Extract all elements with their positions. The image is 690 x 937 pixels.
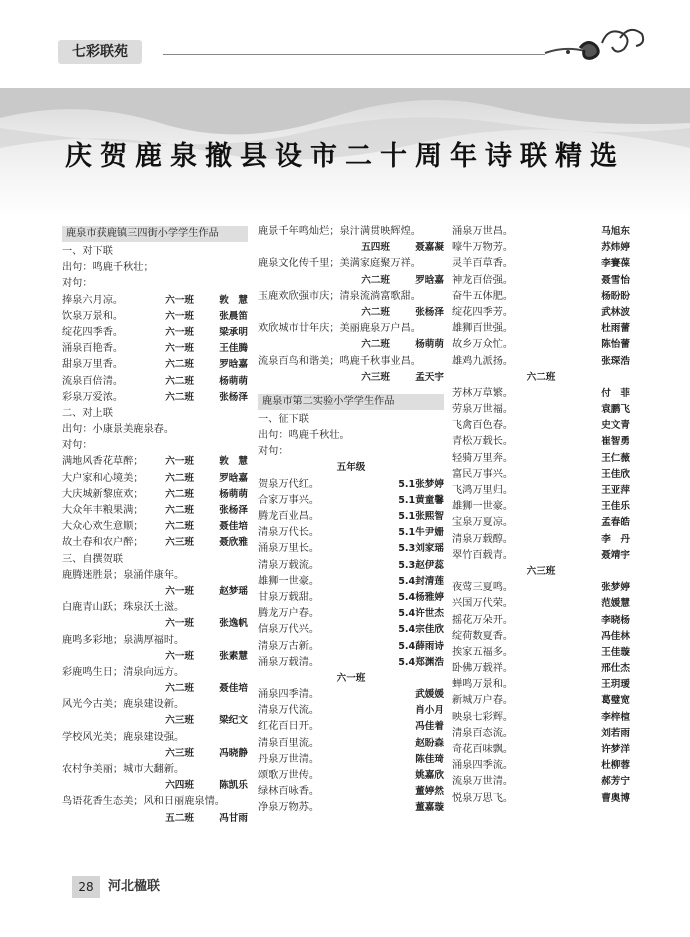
author-name: 5.4宗佳欣: [398, 624, 444, 636]
entry-text: 清泉百里流。: [258, 737, 320, 749]
author-name: 王玥瑷: [601, 679, 630, 691]
author-name: 王佳腾: [219, 343, 248, 355]
signature-line: [258, 273, 444, 289]
couplet-line: 彩鹿鸣生日；清泉向远方。: [62, 666, 185, 678]
author-name: 肖小月: [415, 705, 444, 717]
author-name: 冯佳林: [601, 630, 630, 642]
couplet-line: 流泉百鸟和谐美；鸣鹿千秋事业昌。: [258, 355, 421, 367]
entry-text: 青松万载长。: [452, 436, 514, 448]
couplet-line: 出句：鸣鹿千秋壮。: [258, 430, 350, 442]
author-name: 许梦洋: [601, 744, 630, 755]
entry-text: 蝉鸣万景和。: [452, 679, 514, 691]
entry-text: 雄狮一世豪。: [258, 575, 320, 587]
entry-row: [258, 590, 444, 606]
entry-row: [452, 629, 630, 645]
header-rule: [163, 54, 545, 55]
entry-row: [62, 503, 248, 519]
author-name: 苏炜婷: [601, 242, 630, 254]
class-label: 六二班: [165, 521, 194, 533]
entry-text: 清泉万古新。: [258, 640, 320, 652]
couplet-line: 鹿鸣多彩地；泉满厚福时。: [62, 634, 185, 646]
couplet-line: 一、对下联: [62, 246, 113, 257]
class-label: 六二班: [165, 391, 194, 403]
signature-line: [258, 240, 444, 256]
couplet-line: 鹿腾迷胜景；泉涌伴康年。: [62, 569, 185, 581]
entry-row: [452, 289, 630, 305]
entry-text: 涌泉百艳香。: [62, 343, 124, 355]
entry-text: 翠竹百载青。: [452, 549, 514, 561]
couplet-line: 白鹿青山跃；珠泉沃土滋。: [62, 602, 185, 614]
author-name: 5.1黄童馨: [398, 494, 444, 506]
couplet-line: 玉鹿欢欣强市庆；清泉流淌富歌甜。: [258, 290, 421, 302]
entry-text: 清泉万载醇。: [452, 533, 514, 545]
entry-text: 流泉百倍清。: [62, 375, 124, 387]
author-name: 张杨泽: [219, 391, 248, 403]
magazine-name: 河北楹联: [108, 879, 161, 894]
signature-line: [62, 811, 248, 827]
author-name: 孟春皓: [601, 517, 630, 529]
author-name: 曹奥博: [601, 792, 630, 804]
entry-text: 颂歌万世传。: [258, 770, 320, 781]
signature-line: [62, 584, 248, 600]
entry-row: [62, 309, 248, 325]
entry-row: [452, 693, 630, 709]
entry-text: 奋牛五体肥。: [452, 290, 514, 302]
entry-text: 故土春和农户醉；: [62, 537, 144, 549]
author-name: 冯甘雨: [219, 812, 248, 824]
author-name: 聂欣雅: [219, 537, 248, 549]
entry-text: 满地风香花草醉；: [62, 456, 144, 468]
entry-row: [62, 535, 248, 551]
signature-line: [62, 746, 248, 762]
entry-text: 夜莺三夏鸣。: [452, 582, 514, 594]
class-label: 六一班: [165, 294, 194, 306]
entry-row: [258, 606, 444, 622]
entry-text: 劳泉万世福。: [452, 404, 514, 416]
entry-text: 大户家和心境美；: [62, 472, 144, 484]
author-name: 刘若雨: [601, 727, 630, 739]
grade-label: 五年级: [336, 462, 366, 474]
author-name: 范媛慧: [601, 598, 630, 610]
entry-text: 涌泉四季流。: [452, 760, 514, 772]
entry-row: [62, 374, 248, 390]
entry-text: 嚎牛万物芳。: [452, 242, 514, 254]
author-name: 杨盼盼: [601, 290, 630, 302]
signature-line: [258, 305, 444, 321]
entry-row: [452, 386, 630, 402]
entry-row: [452, 499, 630, 515]
author-name: 陈佳琦: [415, 753, 444, 765]
entry-row: [452, 224, 630, 240]
author-name: 5.1张梦婷: [398, 478, 444, 490]
entry-row: [452, 418, 630, 434]
author-name: 葛璧宽: [601, 695, 630, 707]
entry-text: 新城万户春。: [452, 695, 514, 707]
section-heading: 鹿泉市第二实验小学学生作品: [258, 394, 444, 410]
author-name: 5.4许世杰: [398, 608, 444, 620]
entry-text: 信泉万代兴。: [258, 624, 320, 636]
author-name: 聂靖宇: [601, 549, 630, 561]
entry-text: 绽花四季香。: [62, 326, 124, 338]
entry-text: 彩泉万爱浓。: [62, 391, 124, 403]
couplet-line: 对句：: [62, 278, 93, 290]
entry-text: 捧泉六月凉。: [62, 294, 124, 306]
class-label: 六三班: [361, 371, 390, 383]
entry-row: [452, 240, 630, 256]
author-name: 董嘉璇: [415, 802, 444, 814]
column-3: [452, 224, 630, 807]
entry-text: 芳林万草繁。: [452, 387, 514, 399]
entry-row: [258, 622, 444, 638]
entry-text: 清泉百态流。: [452, 727, 514, 739]
author-name: 杜柳蓉: [601, 760, 630, 772]
entry-text: 涌泉万载清。: [258, 656, 320, 668]
entry-text: 悦泉万思飞。: [452, 792, 514, 804]
couplet-line: 欢欣城市廿年庆；美丽鹿泉万户昌。: [258, 323, 421, 335]
page-number: 28: [72, 876, 100, 898]
entry-text: 大众心欢生意顺；: [62, 521, 144, 533]
author-name: 罗晗嘉: [219, 472, 248, 484]
class-label: 六二班: [361, 306, 390, 318]
entry-row: [452, 758, 630, 774]
author-name: 孟天宇: [415, 371, 444, 383]
entry-text: 灵羊百草香。: [452, 258, 514, 270]
entry-row: [452, 532, 630, 548]
author-name: 姚嘉欣: [415, 770, 444, 781]
entry-row: [258, 541, 444, 557]
class-label: 六三班: [165, 715, 194, 727]
entry-row: [452, 677, 630, 693]
entry-row: [258, 477, 444, 493]
class-label: 六二班: [165, 683, 194, 695]
author-name: 罗晗嘉: [415, 274, 444, 286]
class-label: 六二班: [165, 505, 194, 516]
entry-text: 兴国万代荣。: [452, 598, 514, 610]
couplet-line: 对句：: [62, 440, 93, 452]
entry-row: [62, 519, 248, 535]
author-name: 张杨泽: [415, 306, 444, 318]
author-name: 5.3赵伊蕊: [398, 559, 444, 571]
entry-row: [258, 784, 444, 800]
entry-text: 贺泉万代红。: [258, 478, 320, 490]
author-name: 李晓杨: [601, 614, 630, 626]
couplet-line: 学校风光美；鹿泉建设强。: [62, 731, 185, 743]
couplet-line: 风光今古美；鹿泉建设新。: [62, 699, 185, 711]
author-name: 杨萌萌: [415, 339, 444, 351]
entry-text: 雄狮百世强。: [452, 323, 514, 335]
entry-text: 清泉万载流。: [258, 559, 320, 571]
class-label: 五二班: [165, 812, 194, 824]
entry-text: 清泉万代流。: [258, 705, 320, 717]
signature-line: [62, 616, 248, 632]
swirl-ornament-icon: [540, 18, 650, 68]
class-label: 六二班: [361, 339, 390, 351]
couplet-line: 对句：: [258, 446, 289, 458]
entry-text: 雄狮一世豪。: [452, 501, 514, 513]
entry-row: [258, 655, 444, 671]
author-name: 付 菲: [601, 387, 630, 399]
entry-text: 富民万事兴。: [452, 468, 514, 480]
author-name: 5.3刘家瑶: [398, 543, 444, 555]
entry-text: 绽花四季芳。: [452, 306, 514, 318]
entry-row: [62, 341, 248, 357]
entry-text: 奇花百味飘。: [452, 744, 514, 755]
entry-text: 甜泉万里香。: [62, 359, 124, 371]
entry-row: [452, 726, 630, 742]
column-2: [258, 224, 444, 817]
author-name: 杜雨蕾: [601, 323, 630, 335]
class-label: 六一班: [165, 456, 194, 468]
entry-text: 卧佛万载祥。: [452, 663, 514, 675]
class-label: 六三班: [165, 537, 194, 549]
column-1: [62, 224, 248, 827]
author-name: 聂佳培: [219, 521, 248, 533]
couplet-line: 一、征下联: [258, 413, 309, 425]
class-label: 六三班: [165, 747, 194, 759]
entry-row: [452, 321, 630, 337]
author-name: 冯佳着: [415, 721, 444, 733]
entry-row: [452, 515, 630, 531]
entry-text: 涌泉四季清。: [258, 689, 320, 701]
entry-row: [62, 487, 248, 503]
entry-row: [452, 791, 630, 807]
entry-row: [258, 768, 444, 784]
couplet-line: 鹿泉文化传千里；美满家庭聚万祥。: [258, 258, 421, 270]
class-label: 六一班: [165, 310, 194, 322]
entry-text: 饮泉万景和。: [62, 310, 124, 322]
spacer: [258, 386, 444, 392]
couplet-line: 鹿景千年鸣灿烂；泉汁满贯映辉煌。: [258, 226, 421, 237]
author-name: 王佳欣: [601, 468, 630, 480]
entry-row: [258, 493, 444, 509]
entry-row: [258, 719, 444, 735]
entry-row: [258, 703, 444, 719]
author-name: 李 丹: [601, 533, 630, 545]
section-heading: 鹿泉市获鹿镇三四街小学学生作品: [62, 226, 248, 242]
author-name: 张素慧: [219, 650, 248, 662]
entry-row: [452, 742, 630, 758]
author-name: 冯晓静: [219, 747, 248, 759]
entry-text: 合家万事兴。: [258, 494, 320, 506]
entry-text: 映泉七彩辉。: [452, 711, 514, 723]
couplet-line: 出句：小康景美鹿泉春。: [62, 424, 175, 436]
entry-row: [452, 273, 630, 289]
entry-text: 飞鸿万里归。: [452, 485, 514, 496]
entry-row: [258, 639, 444, 655]
entry-text: 腾龙百业昌。: [258, 511, 320, 522]
class-label: 六一班: [165, 618, 194, 630]
author-name: 王亚萍: [601, 485, 630, 496]
author-name: 郝芳宁: [601, 776, 630, 788]
author-name: 张逸帆: [219, 618, 248, 630]
author-name: 聂雪怡: [601, 274, 630, 286]
author-name: 罗晗嘉: [219, 359, 248, 371]
author-name: 5.4郑渊浩: [398, 656, 444, 668]
author-name: 5.1张熙智: [398, 511, 444, 522]
entry-text: 涌泉万里长。: [258, 543, 320, 555]
entry-row: [258, 752, 444, 768]
entry-text: 宝泉万夏凉。: [452, 517, 514, 529]
author-name: 赵盼森: [415, 737, 444, 749]
class-label: 六一班: [165, 326, 194, 338]
entry-row: [258, 687, 444, 703]
author-name: 梁承明: [219, 326, 248, 338]
author-name: 武媛媛: [415, 689, 444, 701]
couplet-line: 二、对上联: [62, 407, 113, 419]
entry-row: [452, 710, 630, 726]
entry-text: 腾龙万户春。: [258, 608, 320, 620]
author-name: 张杨泽: [219, 505, 248, 516]
author-name: 王佳乐: [601, 501, 630, 513]
entry-row: [452, 483, 630, 499]
entry-text: 大众年丰粮果满；: [62, 505, 144, 516]
author-name: 史文青: [601, 420, 630, 432]
class-label: 六四班: [165, 780, 194, 792]
author-name: 崔智勇: [601, 436, 630, 448]
entry-text: 清泉万代长。: [258, 527, 320, 539]
entry-row: [62, 454, 248, 470]
author-name: 张梦婷: [601, 582, 630, 594]
author-name: 梁纪文: [219, 715, 248, 727]
entry-text: 净泉万物苏。: [258, 802, 320, 814]
entry-row: [452, 613, 630, 629]
couplet-line: 鸟语花香生态美；风和日丽鹿泉情。: [62, 796, 225, 808]
couplet-line: 农村争美丽；城市大翻新。: [62, 764, 185, 775]
page-title: 庆贺鹿泉撤县设市二十周年诗联精选: [65, 141, 625, 172]
grade-label: 六二班: [526, 371, 556, 383]
class-label: 六一班: [165, 650, 194, 662]
class-label: 六二班: [165, 359, 194, 371]
entry-text: 故乡万众忙。: [452, 339, 514, 351]
entry-row: [452, 661, 630, 677]
author-name: 敦 慧: [219, 294, 248, 306]
entry-row: [258, 800, 444, 816]
signature-line: [258, 370, 444, 386]
author-name: 杨萌萌: [219, 488, 248, 500]
author-name: 陈怡蕾: [601, 339, 630, 351]
class-label: 六二班: [361, 274, 390, 286]
entry-row: [452, 548, 630, 564]
author-name: 聂佳培: [219, 683, 248, 695]
entry-row: [452, 596, 630, 612]
author-name: 5.4杨雅婷: [398, 591, 444, 603]
author-name: 王仁薇: [601, 452, 630, 464]
author-name: 袁鹏飞: [601, 404, 630, 416]
entry-row: [452, 774, 630, 790]
author-name: 5.1牛尹姗: [398, 527, 444, 539]
entry-row: [258, 558, 444, 574]
author-name: 赵梦瑶: [219, 585, 248, 597]
entry-row: [258, 736, 444, 752]
author-name: 张晨笛: [219, 310, 248, 322]
signature-line: [62, 681, 248, 697]
author-name: 杨萌萌: [219, 375, 248, 387]
entry-text: 挨家五福多。: [452, 646, 514, 658]
entry-text: 雄鸡九派扬。: [452, 355, 514, 367]
entry-row: [258, 574, 444, 590]
entry-row: [452, 580, 630, 596]
author-name: 陈凯乐: [219, 780, 248, 792]
author-name: 邢仕杰: [601, 663, 630, 675]
entry-row: [452, 305, 630, 321]
entry-row: [452, 434, 630, 450]
entry-row: [452, 645, 630, 661]
couplet-line: 三、自撰贺联: [62, 553, 124, 565]
entry-row: [62, 325, 248, 341]
entry-text: 甘泉万载甜。: [258, 591, 320, 603]
entry-text: 大庆城新黎庶欢；: [62, 488, 144, 500]
entry-row: [62, 390, 248, 406]
signature-line: [62, 713, 248, 729]
grade-label: 六三班: [526, 565, 556, 577]
entry-text: 神龙百倍强。: [452, 274, 514, 286]
author-name: 李梓楦: [601, 711, 630, 723]
author-name: 张琛浩: [601, 355, 630, 367]
entry-row: [452, 354, 630, 370]
entry-text: 轻骑万里奔。: [452, 452, 514, 464]
entry-row: [452, 467, 630, 483]
entry-text: 摇花万朵开。: [452, 614, 514, 626]
signature-line: [258, 337, 444, 353]
author-name: 聂嘉凝: [415, 242, 444, 254]
author-name: 李賽葆: [601, 258, 630, 270]
class-label: 六二班: [165, 472, 194, 484]
entry-text: 丹泉万世清。: [258, 753, 320, 765]
class-label: 六一班: [165, 343, 194, 355]
entry-row: [452, 256, 630, 272]
entry-text: 红花百日开。: [258, 721, 320, 733]
entry-row: [452, 451, 630, 467]
couplet-line: 出句：鸣鹿千秋壮；: [62, 262, 154, 274]
entry-row: [452, 337, 630, 353]
class-label: 六一班: [165, 585, 194, 597]
entry-row: [258, 525, 444, 541]
author-name: 武林波: [601, 306, 630, 318]
entry-row: [62, 293, 248, 309]
author-name: 董婷然: [415, 786, 444, 798]
author-name: 5.4封清莲: [398, 575, 444, 587]
author-name: 敦 慧: [219, 456, 248, 468]
entry-row: [62, 357, 248, 373]
section-tag: 七彩联苑: [58, 40, 142, 64]
entry-text: 涌泉万世昌。: [452, 226, 514, 237]
entry-row: [258, 509, 444, 525]
entry-text: 绽荷数夏香。: [452, 630, 514, 642]
grade-label: 六一班: [336, 672, 366, 684]
entry-text: 流泉万世清。: [452, 776, 514, 788]
class-label: 五四班: [361, 242, 390, 254]
class-label: 六二班: [165, 375, 194, 387]
class-label: 六二班: [165, 488, 194, 500]
entry-row: [62, 471, 248, 487]
author-name: 5.4薛雨诗: [398, 640, 444, 652]
signature-line: [62, 778, 248, 794]
author-name: 马旭东: [601, 226, 630, 237]
signature-line: [62, 649, 248, 665]
entry-text: 飞禽百色春。: [452, 420, 514, 432]
author-name: 王佳璇: [601, 646, 630, 658]
entry-row: [452, 402, 630, 418]
entry-text: 绿林百咏香。: [258, 786, 320, 798]
